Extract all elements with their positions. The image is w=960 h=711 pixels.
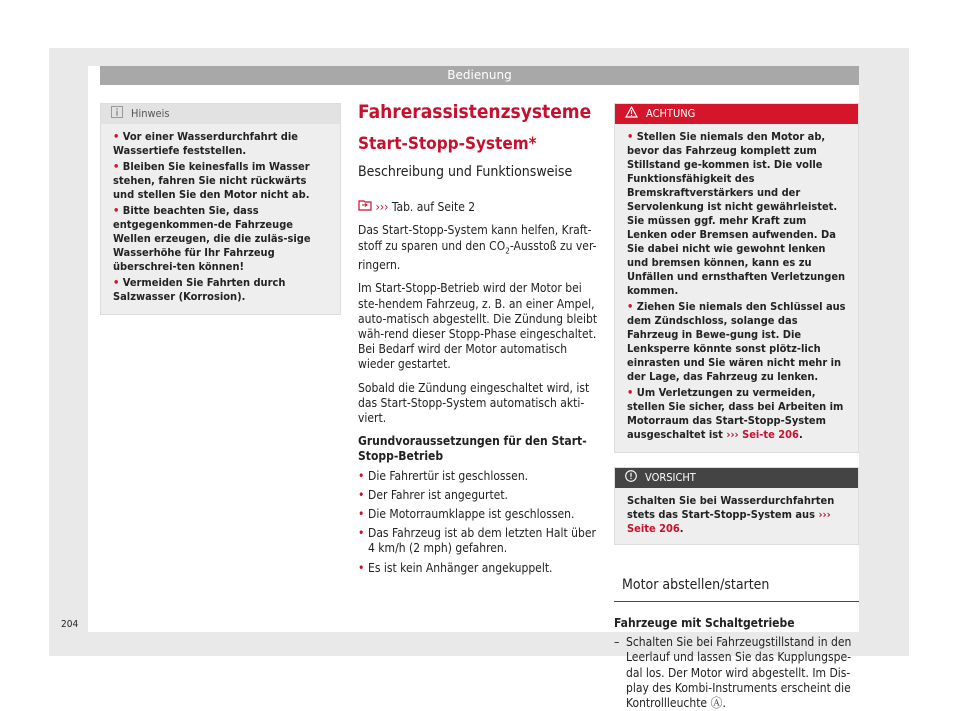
hinweis-body (101, 124, 340, 314)
chapter-header: Bedienung (100, 66, 859, 85)
vorsicht-title: VORSICHT (645, 471, 696, 485)
intro-paragraph: Das Start-Stopp-System kann helfen, Kraft-stoff zu sparen und den $CO_2$-Ausstoß zu ver-ringern. (358, 223, 597, 273)
paragraph: Sobald die Zündung eingeschaltet wird, ist das Start-Stopp-System automatisch akti-viert. (358, 380, 590, 425)
achtung-item: • Um Verletzungen zu vermeiden, stellen Sie sicher, dass bei Arbeiten im Motorraum das Start-Stopp-System ausgeschaltet ist ››› Sei-te 206. (627, 386, 844, 441)
achtung-header (615, 104, 858, 124)
caution-icon (625, 470, 637, 486)
hinweis-title: Hinweis (131, 107, 170, 121)
page-link[interactable]: Sei-te 206 (742, 428, 799, 441)
hinweis-item: • Vermeiden Sie Fahrten durch Salzwasser (Korrosion). (113, 276, 286, 303)
achtung-item: • Ziehen Sie niemals den Schlüssel aus dem Zündschloss, solange das Fahrzeug in Bewe-gung ist. Die Lenksperre könnte sonst plötz-lich einrasten und Sie wären nicht mehr in der Lage, das Fahrzeug zu lenken. (627, 300, 846, 383)
prereq-list (358, 469, 603, 576)
hinweis-item: • Vor einer Wasserdurchfahrt die Wassertiefe feststellen. (113, 130, 298, 157)
sub-heading: Fahrzeuge mit Schaltgetriebe (614, 616, 795, 630)
page-title: Fahrerassistenzsysteme (358, 101, 592, 123)
list-item: • Das Fahrzeug ist ab dem letzten Halt über 4 km/h (2 mph) gefahren. (358, 526, 596, 556)
hinweis-item: • Bleiben Sie keinesfalls im Wasser stehen, fahren Sie nicht rückwärts und stellen Sie den Motor nicht ab. (113, 160, 310, 201)
list-item: • Die Fahrertür ist geschlossen. (358, 468, 529, 483)
list-item: • Es ist kein Anhänger angekuppelt. (358, 560, 553, 575)
table-reference[interactable] (358, 200, 603, 215)
achtung-box (614, 103, 859, 453)
paragraph: Im Start-Stopp-Betrieb wird der Motor bei ste-hendem Fahrzeug, z. B. an einer Ampel, auto-matisch abgestellt. Die Zündung bleibt wäh-rend dieser Stopp-Phase eingeschaltet. Bei Bedarf wird der Motor automatisch wieder gestartet. (358, 281, 598, 372)
warning-icon (625, 106, 638, 122)
list-item: • Die Motorraumklappe ist geschlossen. (358, 506, 575, 521)
achtung-title: ACHTUNG (646, 107, 696, 121)
hinweis-item: • Bitte beachten Sie, dass entgegenkommen-de Fahrzeuge Wellen erzeugen, die die zuläs-sige Wasserhöhe für Ihr Fahrzeug überschrei-ten können! (113, 204, 311, 273)
ref-text: Tab. auf Seite 2 (391, 200, 476, 215)
hinweis-box (100, 103, 341, 315)
page-link[interactable]: Seite 206 (627, 522, 680, 535)
warning-lamp-icon: Ⓐ (710, 696, 723, 711)
vorsicht-header (615, 468, 858, 488)
vorsicht-box (614, 467, 859, 545)
instruction-step: – Schalten Sie bei Fahrzeugstillstand in den Leerlauf und lassen Sie das Kupplungspe-dal los. Der Motor wird abgestellt. Im Dis-play des Kombi-Instruments erscheint die Kontrollleuchte Ⓐ. (614, 635, 852, 711)
info-icon (111, 106, 123, 122)
ref-arrows: ››› (375, 200, 389, 215)
section-title: Beschreibung und Funktionsweise (358, 164, 573, 180)
section-title: Motor abstellen/starten (614, 575, 859, 602)
subtitle: Start-Stopp-System* (358, 134, 537, 154)
book-icon (358, 200, 372, 215)
list-item: • Der Fahrer ist angegurtet. (358, 487, 508, 502)
achtung-body (615, 124, 858, 452)
vorsicht-body: Schalten Sie bei Wasserdurchfahrten stets das Start-Stopp-System aus ››› Seite 206. (627, 494, 835, 535)
prereq-title: Grundvoraussetzungen für den Start-Stopp-Betrieb (358, 434, 587, 464)
hinweis-header (101, 104, 340, 124)
page-number: 204 (61, 619, 79, 630)
achtung-item: • Stellen Sie niemals den Motor ab, bevor das Fahrzeug komplett zum Stillstand ge-kommen ist. Die volle Funktionsfähigkeit des Bremskraftverstärkers und der Servolenkung ist nicht gewährleistet. Sie müssen ggf. mehr Kraft zum Lenken oder Bremsen aufwenden. Da Sie dabei nicht wie gewohnt lenken und bremsen können, kann es zu Unfällen und ernsthaften Verletzungen kommen. (627, 130, 846, 297)
